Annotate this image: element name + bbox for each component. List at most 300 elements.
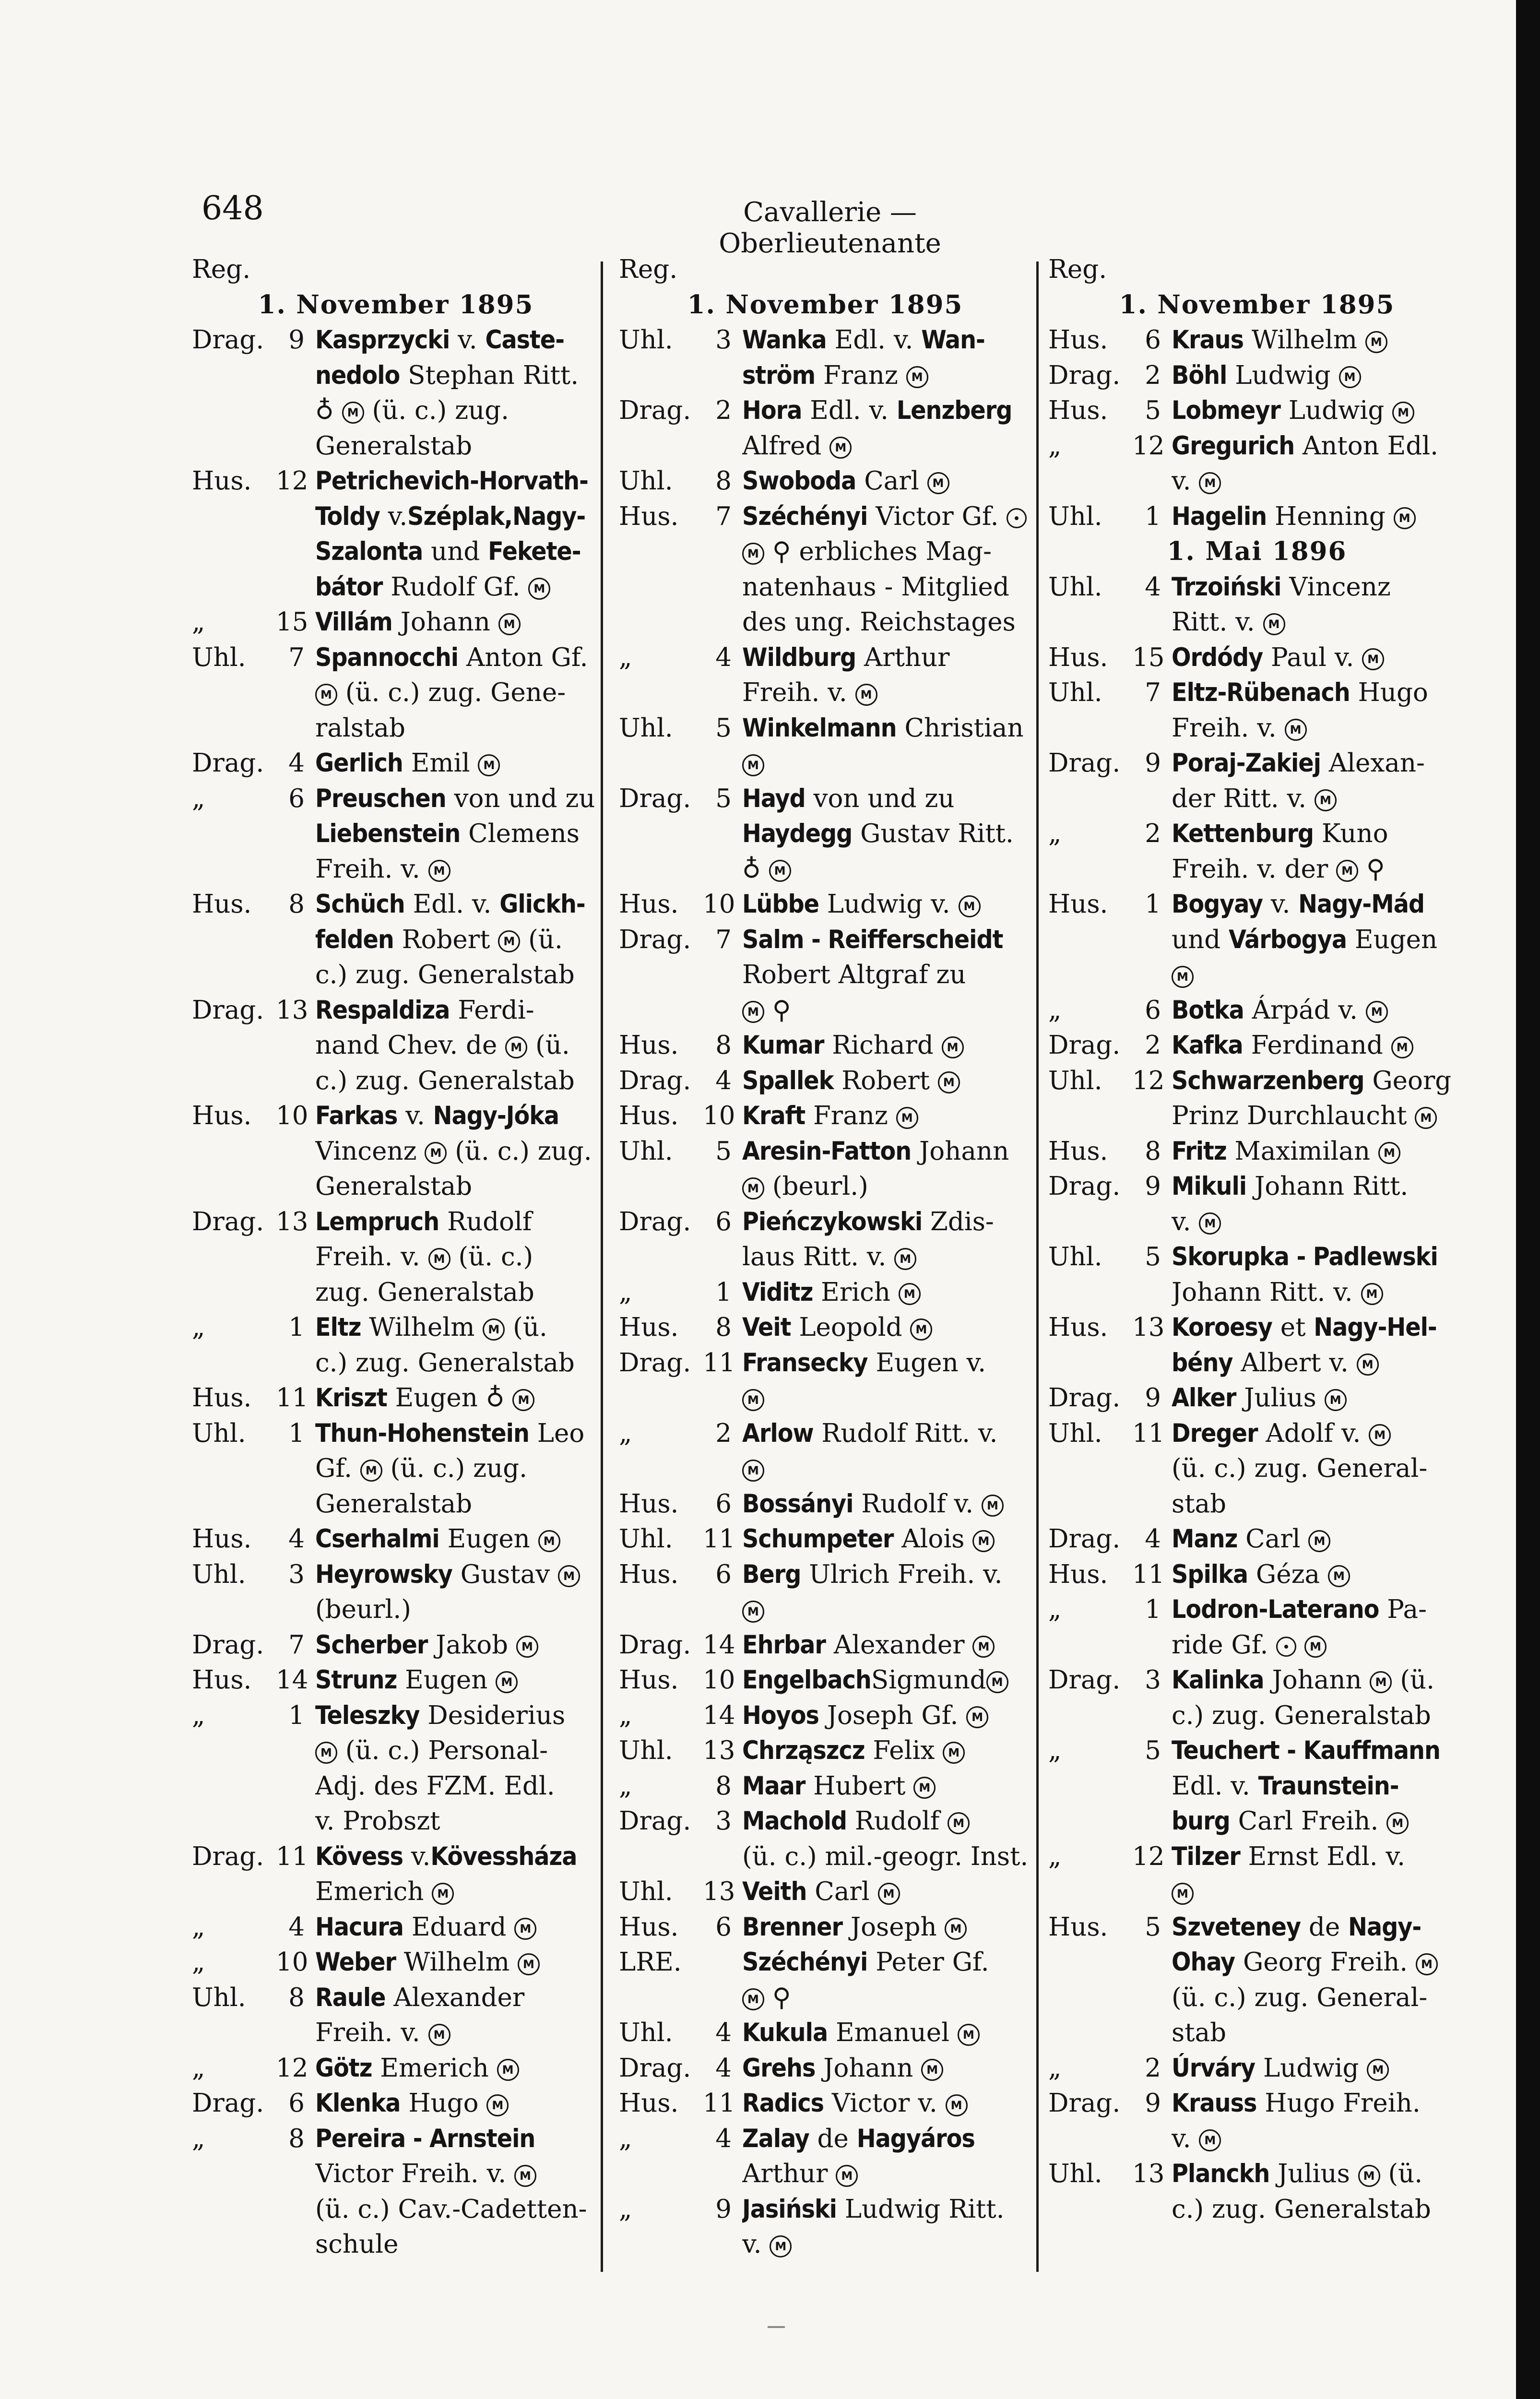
entry-line	[1172, 1521, 1466, 1557]
entry-detail	[1296, 1630, 1304, 1660]
entry-detail: Edl. v.	[1172, 1771, 1258, 1801]
officer-surname: Tilzer	[1172, 1841, 1240, 1871]
entry-text	[742, 393, 1031, 463]
entry-line	[315, 1733, 600, 1769]
military-merit-cross-icon: M	[1391, 1036, 1413, 1058]
entry-text	[315, 1839, 600, 1910]
regiment-number: 9	[715, 2194, 732, 2224]
military-merit-cross-icon: M	[428, 1248, 450, 1270]
entry-detail: v.	[1262, 890, 1299, 919]
regiment-label: Drag.	[1048, 1031, 1121, 1060]
military-merit-cross-icon: M	[1362, 648, 1384, 670]
regiment-number: 3	[288, 1559, 305, 1589]
regiment-label: Drag.	[619, 1066, 691, 1095]
regiment-number: 2	[1145, 360, 1161, 390]
officer-entry	[619, 1874, 1031, 1910]
entry-text	[315, 640, 600, 746]
officer-surname: Brenner	[742, 1912, 842, 1942]
regiment-number: 9	[288, 325, 305, 355]
entry-text	[1172, 570, 1466, 640]
regiment-label: Drag.	[1048, 360, 1121, 390]
circled-dot-icon	[1276, 1637, 1296, 1657]
entry-line	[742, 675, 1031, 711]
regiment-label: „	[619, 1277, 632, 1307]
officer-entry	[192, 463, 600, 605]
regiment-label: Drag.	[192, 995, 264, 1025]
regiment-number: 6	[288, 2089, 305, 2118]
officer-surname: Gerlich	[315, 748, 403, 778]
entry-text	[742, 499, 1031, 640]
entry-line	[315, 993, 600, 1028]
officer-surname: Scherber	[315, 1630, 428, 1660]
regiment-number: 6	[715, 1912, 732, 1942]
officer-entry	[192, 887, 600, 993]
officer-entry	[192, 1380, 600, 1416]
regiment-label: Drag.	[192, 1841, 264, 1871]
regiment-label: Hus.	[619, 1101, 679, 1130]
entry-detail: Johann	[815, 2053, 922, 2083]
officer-surname: Spallek	[742, 1066, 834, 1095]
military-merit-cross-icon: M	[910, 1318, 932, 1341]
entry-line	[315, 1098, 600, 1134]
officer-surname: Machold	[742, 1806, 847, 1836]
regiment-number: 11	[1132, 1559, 1165, 1589]
entry-detail: ralstab	[315, 713, 405, 743]
entry-line	[742, 358, 1031, 393]
entry-detail: Hugo Freih.	[1256, 2089, 1421, 2118]
officer-entry	[1048, 1310, 1466, 1380]
regiment-number: 13	[276, 995, 308, 1025]
officer-surname: Gregurich	[1172, 431, 1295, 461]
regiment-number: 13	[1132, 1313, 1165, 1342]
entry-detail: von und zu	[805, 784, 955, 813]
regiment-label: „	[1048, 2053, 1062, 2083]
regiment-label: Hus.	[619, 1031, 679, 1060]
entry-line	[1172, 1804, 1466, 1839]
regiment-number: 8	[288, 2124, 305, 2153]
military-merit-cross-icon: M	[1416, 1953, 1438, 1975]
entry-text	[742, 781, 1031, 887]
entry-detail: Freih. v.	[315, 854, 428, 884]
military-merit-cross-icon: M	[478, 754, 500, 776]
entry-line	[315, 675, 600, 711]
entry-text	[315, 463, 600, 605]
entry-detail: ride Gf.	[1172, 1630, 1277, 1660]
officer-surname: felden	[315, 925, 394, 954]
regiment-number: 4	[288, 1524, 305, 1554]
officer-surname: Kalinka	[1172, 1665, 1264, 1695]
military-merit-cross-icon: M	[1263, 613, 1285, 635]
entry-detail: Sigmund	[871, 1665, 986, 1695]
entry-detail: (ü.	[1392, 1665, 1434, 1695]
entry-detail: Vincenz	[315, 1136, 425, 1166]
regiment-number: 11	[276, 1383, 308, 1413]
entry-line	[742, 322, 1031, 358]
entry-detail: Ludwig Ritt.	[837, 2194, 1005, 2224]
officer-entry	[192, 1557, 600, 1627]
officer-surname: Dreger	[1172, 1418, 1258, 1448]
entry-detail: Joseph Gf.	[818, 1700, 967, 1730]
officer-entry	[619, 1627, 1031, 1663]
officer-surname: Krauss	[1172, 2089, 1257, 2118]
entry-detail: de	[1301, 1912, 1349, 1942]
key-symbol-icon: ⚲	[772, 995, 791, 1025]
entry-detail: (ü. c.) zug.	[447, 1136, 592, 1166]
officer-entry	[1048, 1239, 1466, 1310]
entry-line	[742, 1980, 1031, 2016]
regiment-number: 4	[715, 2053, 732, 2083]
regiment-number: 5	[1145, 1736, 1161, 1765]
regiment-label: Hus.	[192, 1665, 252, 1695]
entry-detail: Carl Freih.	[1230, 1806, 1387, 1836]
officer-surname: Kövess	[315, 1841, 403, 1871]
entry-detail: Johann Ritt. v.	[1172, 1277, 1361, 1307]
entry-detail: c.) zug. Generalstab	[315, 1348, 575, 1378]
entry-detail: (ü. c.)	[450, 1242, 533, 1271]
officer-surname: Bossányi	[742, 1489, 853, 1519]
order-symbol-icon: ♁	[486, 1383, 505, 1413]
entry-detail: c.) zug. Generalstab	[1172, 2194, 1431, 2224]
entry-detail: Anton Edl.	[1294, 431, 1439, 461]
officer-entry	[619, 1098, 1031, 1134]
regiment-number: 4	[288, 1912, 305, 1942]
regiment-label: Drag.	[619, 2053, 691, 2083]
entry-line	[1172, 605, 1466, 640]
regiment-number: 6	[715, 1489, 732, 1519]
entry-detail: Edl. v.	[826, 325, 922, 355]
military-merit-cross-icon: M	[360, 1460, 382, 1482]
regiment-label: Uhl.	[619, 1524, 673, 1554]
regiment-label: Uhl.	[619, 1136, 673, 1166]
regiment-label: Hus.	[192, 890, 252, 919]
entry-line	[315, 1380, 600, 1416]
entry-line	[1172, 887, 1466, 922]
entry-line	[315, 570, 600, 605]
regiment-number: 7	[715, 925, 732, 954]
military-merit-cross-icon: M	[1339, 366, 1361, 388]
officer-entry	[619, 1769, 1031, 1804]
entry-line	[315, 2192, 600, 2227]
regiment-number: 11	[276, 1841, 308, 1871]
entry-detail: Albert v.	[1232, 1348, 1357, 1378]
regiment-label: Drag.	[619, 1207, 691, 1236]
entry-line	[742, 993, 1031, 1028]
officer-entry	[192, 1945, 600, 1980]
regiment-number: 10	[276, 1101, 308, 1130]
entry-text	[742, 1063, 1031, 1099]
military-merit-cross-icon: M	[498, 930, 520, 952]
regiment-label: LRE.	[619, 1948, 682, 1977]
regiment-number: 9	[1145, 748, 1161, 778]
officer-surname: Liebenstein	[315, 819, 461, 848]
entry-line	[315, 1239, 600, 1275]
entry-detail: Ulrich Freih. v.	[801, 1559, 1003, 1589]
military-merit-cross-icon: M	[946, 2094, 968, 2116]
officer-entry	[619, 2192, 1031, 2262]
entry-text	[742, 1028, 1031, 1063]
regiment-number: 4	[288, 748, 305, 778]
officer-surname: Veit	[742, 1313, 791, 1342]
officer-surname: Nagy-	[1348, 1912, 1422, 1942]
entry-detail: de	[809, 2124, 857, 2153]
entry-detail: Georg	[1364, 1066, 1452, 1095]
section-heading: 1. November 1895	[258, 289, 534, 320]
regiment-number: 8	[1145, 1136, 1161, 1166]
officer-surname: Teuchert - Kauffmann	[1172, 1736, 1440, 1765]
entry-detail: c.) zug. Generalstab	[315, 1066, 575, 1095]
entry-detail: Árpád v.	[1244, 995, 1366, 1025]
entry-line	[742, 746, 1031, 781]
entry-line	[742, 1028, 1031, 1063]
military-merit-cross-icon: M	[1366, 1001, 1388, 1023]
entry-detail: Alois	[893, 1524, 973, 1554]
officer-surname: Bogyay	[1172, 890, 1263, 919]
officer-entry	[192, 1521, 600, 1557]
entry-line	[1172, 640, 1466, 676]
officer-entry	[619, 887, 1031, 922]
military-merit-cross-icon: M	[516, 1636, 538, 1658]
regiment-number: 12	[276, 466, 308, 496]
officer-entry	[192, 605, 600, 640]
military-merit-cross-icon: M	[538, 1530, 560, 1552]
military-merit-cross-icon: M	[742, 1177, 764, 1200]
officer-surname: Eltz	[315, 1313, 361, 1342]
regiment-number: 7	[288, 1630, 305, 1660]
entry-line	[1172, 1204, 1466, 1240]
regiment-label: „	[192, 1313, 205, 1342]
officer-surname: Wan-	[921, 325, 985, 355]
entry-line	[315, 2086, 600, 2121]
military-merit-cross-icon: M	[906, 366, 928, 388]
entry-detail: Freih. v. der	[1172, 854, 1337, 884]
entry-text	[1172, 499, 1466, 534]
entry-line	[1172, 957, 1466, 993]
entry-line	[742, 1910, 1031, 1945]
regiment-number: 2	[715, 396, 732, 425]
entry-detail: Johann	[1264, 1665, 1370, 1695]
entry-detail: Johann	[392, 607, 498, 637]
officer-entry	[192, 781, 600, 887]
regiment-label: Drag.	[1048, 2089, 1121, 2118]
entry-line	[1172, 1592, 1466, 1627]
entry-line	[742, 2156, 1031, 2192]
entry-text	[1172, 993, 1466, 1028]
entry-line	[1172, 1980, 1466, 2016]
entry-text	[742, 1521, 1031, 1557]
entry-detail: Hugo	[1350, 678, 1428, 707]
officer-surname: Trzoiński	[1172, 572, 1281, 602]
officer-entry	[619, 1416, 1031, 1486]
entry-detail: Ludwig	[1255, 2053, 1367, 2083]
regiment-number: 12	[1132, 1066, 1165, 1095]
officer-entry	[1048, 1063, 1466, 1134]
officer-surname: Zalay	[742, 2124, 809, 2153]
entry-detail: Julius	[1236, 1383, 1325, 1413]
regiment-label: „	[1048, 1841, 1062, 1871]
entry-line	[742, 887, 1031, 922]
officer-entry	[1048, 1028, 1466, 1063]
officer-surname: Várbogya	[1229, 925, 1347, 954]
officer-entry	[1048, 746, 1466, 816]
entry-line	[315, 640, 600, 676]
entry-detail: Pa-	[1379, 1595, 1427, 1624]
entry-text	[742, 1627, 1031, 1663]
entry-detail: nand Chev. de	[315, 1031, 506, 1060]
entry-text	[315, 1416, 600, 1522]
entry-line	[1172, 852, 1466, 887]
entry-line	[742, 1592, 1031, 1627]
officer-entry	[192, 2086, 600, 2121]
officer-surname: Farkas	[315, 1101, 398, 1130]
officer-entry	[1048, 2086, 1466, 2156]
officer-entry	[619, 1275, 1031, 1310]
regiment-number: 6	[288, 784, 305, 813]
entry-line	[315, 1275, 600, 1310]
regiment-number: 13	[1132, 2159, 1165, 2188]
officer-entry	[192, 1416, 600, 1522]
regiment-number: 10	[703, 1665, 735, 1695]
entry-line	[315, 2156, 600, 2192]
regiment-number: 8	[715, 1031, 732, 1060]
entry-line	[742, 1451, 1031, 1486]
entry-detail: Gf.	[315, 1454, 360, 1483]
entry-line	[315, 711, 600, 746]
regiment-number: 5	[715, 784, 732, 813]
entry-detail: (ü. c.) zug. General-	[1172, 1983, 1428, 2012]
regiment-label: Drag.	[619, 925, 691, 954]
entry-line	[315, 746, 600, 781]
entry-line	[1172, 1416, 1466, 1451]
regiment-label: „	[1048, 995, 1062, 1025]
regiment-number: 11	[703, 1348, 735, 1378]
military-merit-cross-icon: M	[894, 1248, 916, 1270]
officer-surname: burg	[1172, 1806, 1230, 1836]
regiment-number	[703, 1945, 742, 2015]
regiment-label: Uhl.	[1048, 678, 1102, 707]
officer-entry	[192, 1839, 600, 1910]
officer-surname: Kettenburg	[1172, 819, 1314, 848]
entry-detail: Ernst Edl. v.	[1240, 1841, 1405, 1871]
regiment-number: 8	[715, 1313, 732, 1342]
regiment-number: 2	[1145, 2053, 1161, 2083]
column-rule-1	[601, 261, 603, 2272]
entry-line	[315, 1839, 600, 1875]
entry-detail: Ludwig v.	[818, 890, 959, 919]
officer-entry	[192, 1663, 600, 1698]
entry-detail: (beurl.)	[315, 1595, 411, 1624]
officer-surname: Hagyáros	[856, 2124, 975, 2153]
entry-detail: Alexander	[825, 1630, 973, 1660]
regiment-number: 8	[715, 466, 732, 496]
entry-detail: (ü. c.) zug.	[382, 1454, 528, 1483]
officer-surname: Götz	[315, 2053, 372, 2083]
entry-detail: Rudolf Gf.	[382, 572, 529, 602]
regiment-number: 1	[715, 1277, 732, 1307]
regiment-label: „	[619, 1771, 632, 1801]
officer-entry	[1048, 428, 1466, 499]
entry-line	[315, 393, 600, 428]
regiment-label: Hus.	[1048, 1136, 1108, 1166]
officer-surname: Haydegg	[742, 819, 853, 848]
entry-detail: Robert Altgraf zu	[742, 960, 966, 989]
entry-line	[315, 1486, 600, 1522]
officer-entry	[619, 1557, 1031, 1627]
regiment-label: Uhl.	[1048, 572, 1102, 602]
officer-entry	[192, 322, 600, 463]
regiment-number: 4	[715, 642, 732, 672]
officer-surname: Heyrowsky	[315, 1559, 452, 1589]
officer-surname: Lenzberg	[896, 396, 1012, 425]
regiment-number: 4	[1145, 572, 1161, 602]
entry-text	[742, 1698, 1031, 1734]
entry-detail: (ü.	[1380, 2159, 1423, 2188]
officer-entry	[1048, 1416, 1466, 1522]
officer-surname: Szveteney	[1172, 1912, 1301, 1942]
entry-detail: des ung. Reichstages	[742, 607, 1016, 637]
regiment-label: „	[192, 2053, 205, 2083]
military-merit-cross-icon: M	[1369, 1424, 1391, 1446]
officer-entry	[619, 781, 1031, 887]
entry-line	[1172, 2156, 1466, 2192]
officer-surname: Engelbach	[742, 1665, 871, 1695]
regiment-number: 2	[1145, 819, 1161, 848]
entry-detail: Edl. v.	[404, 890, 500, 919]
officer-surname: Kriszt	[315, 1383, 387, 1413]
entry-line	[742, 957, 1031, 993]
officer-entry	[619, 1945, 1031, 2015]
entry-detail	[764, 537, 772, 566]
military-merit-cross-icon: M	[742, 1988, 764, 2010]
entry-text	[1172, 887, 1466, 993]
officer-surname: Lobmeyr	[1172, 396, 1280, 425]
regiment-label: „	[192, 607, 205, 637]
entry-detail: Paul v.	[1263, 642, 1362, 672]
entry-detail: v.	[397, 1101, 433, 1130]
regiment-number: 2	[1145, 1031, 1161, 1060]
entry-text	[1172, 428, 1466, 499]
officer-surname: Schwarzenberg	[1172, 1066, 1364, 1095]
entry-detail: v. Probszt	[315, 1806, 440, 1836]
entry-line	[1172, 1874, 1466, 1910]
regiment-label: „	[192, 1948, 205, 1977]
entry-line	[315, 499, 600, 534]
entry-line	[315, 781, 600, 817]
officer-entry	[1048, 2156, 1466, 2227]
entry-detail: Zdis-	[922, 1207, 994, 1236]
regiment-label: Drag.	[1048, 1383, 1121, 1413]
military-merit-cross-icon: M	[913, 1777, 936, 1799]
officer-entry	[1048, 499, 1466, 534]
entry-detail: (ü. c.) Cav.-Cadetten-	[315, 2194, 587, 2224]
entry-line	[742, 1557, 1031, 1592]
entry-line	[742, 1663, 1031, 1698]
regiment-number: 5	[715, 713, 732, 743]
entry-detail: (ü. c.) zug. Gene-	[337, 678, 566, 707]
column-rule-2	[1036, 261, 1039, 2272]
officer-entry	[619, 1345, 1031, 1416]
officer-surname: Aresin-Fatton	[742, 1136, 912, 1166]
entry-line	[742, 2192, 1031, 2227]
entry-detail: Leo	[529, 1418, 585, 1448]
entry-line	[742, 2121, 1031, 2157]
entry-detail: Ludwig	[1227, 360, 1339, 390]
regiment-label: Uhl.	[619, 2018, 673, 2047]
key-symbol-icon: ⚲	[772, 1983, 791, 2012]
column-reg-label: Reg.	[619, 255, 678, 284]
officer-entry	[619, 640, 1031, 711]
entry-line	[315, 1028, 600, 1063]
regiment-label: „	[619, 1700, 632, 1730]
